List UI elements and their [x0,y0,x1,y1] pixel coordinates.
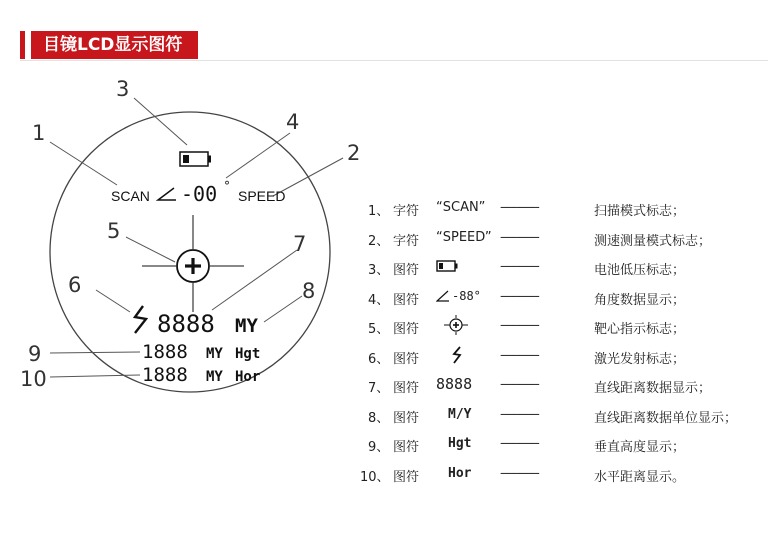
degree-symbol: ° [224,179,230,193]
legend-num: 4、 [368,292,390,308]
hor-label: Hor [235,369,261,385]
legend-num: 2、 [368,233,390,249]
speed-label: SPEED [238,188,286,204]
callout-5: 5 [107,219,121,243]
hgt-unit: MY [206,346,223,362]
laser-icon [452,346,462,368]
hgt-label: Hgt [235,346,261,362]
legend-desc: 靶心指示标志； [594,322,686,337]
distance-digits: 8888 [157,310,215,338]
legend-type: 图符 [393,322,420,337]
laser-icon [135,306,146,333]
legend-num: 10、 [360,469,390,485]
leader-1 [50,142,117,185]
legend-dashes: ------------ [500,436,539,451]
legend-num: 1、 [368,204,390,219]
legend-desc: 直线距离数据单位显示； [594,410,738,426]
legend-desc: 扫描模式标志； [594,204,686,219]
legend-type: 图符 [393,469,420,485]
legend-dashes: ------------ [500,229,539,245]
legend-desc: 直线距离数据显示； [594,381,712,396]
hor-unit: MY [206,369,223,385]
legend-num: 8、 [368,410,390,426]
legend-dashes: ------------ [500,465,539,481]
crosshair-icon [142,215,244,312]
battery-icon [180,152,211,166]
legend-type: 图符 [393,292,420,308]
distance-unit: MY [235,315,258,337]
leader-6 [96,290,130,312]
legend-dashes: ------------ [500,318,539,333]
legend-num: 3、 [368,263,390,278]
hor-value: 1888 [142,364,188,386]
crosshair-icon [444,315,468,339]
legend-type: 图符 [393,410,420,426]
legend-type: 字符 [393,204,420,219]
legend-num: 5、 [368,322,390,337]
legend-desc: 电池低压标志； [594,263,686,278]
legend-desc: 测速测量模式标志； [594,233,712,249]
legend-desc: 激光发射标志； [594,351,686,367]
legend-type: 图符 [393,440,420,455]
legend-dashes: ------------ [500,406,539,422]
callout-7: 7 [293,232,307,256]
hgt-value: 1888 [142,341,188,363]
legend-num: 7、 [368,381,390,396]
legend-type: 图符 [393,263,420,278]
legend-symbol: Hor [448,465,472,481]
leader-8 [264,296,302,322]
legend-num: 6、 [368,351,390,367]
legend-type: 图符 [393,351,420,367]
callout-6: 6 [68,273,82,297]
callout-3: 3 [116,77,130,101]
legend-dashes: ------------ [500,200,539,215]
callout-1: 1 [32,121,46,145]
angle-icon [158,188,176,200]
legend-type: 图符 [393,381,420,396]
scan-label: SCAN [111,188,150,204]
eyepiece-circle [50,112,330,392]
leader-7 [212,250,297,310]
leader-9 [50,352,140,353]
legend-symbol: “SCAN” [436,200,486,215]
legend-desc: 垂直高度显示； [594,440,686,455]
legend-dashes: ------------ [500,347,539,363]
legend-desc: 水平距离显示。 [594,469,686,485]
legend-num: 9、 [368,440,390,455]
legend-dashes: ------------ [500,288,539,304]
leader-3 [134,98,187,145]
legend-dashes: ------------ [500,377,539,392]
legend-symbol: -88° [452,288,481,303]
leader-5 [126,237,175,262]
legend-symbol: M/Y [448,406,472,422]
leader-4 [226,133,290,178]
callout-8: 8 [302,279,316,303]
angle-value: -00 [181,182,218,206]
callout-2: 2 [347,141,361,165]
battery-icon [436,259,460,277]
legend-symbol: “SPEED” [436,229,492,245]
legend-desc: 角度数据显示； [594,292,686,308]
callout-10: 10 [20,367,47,391]
legend-symbol: 8888 [436,375,473,393]
page-title: 目镜LCD显示图符 [31,31,198,59]
legend-symbol: Hgt [448,436,472,451]
angle-icon [436,289,481,303]
legend-dashes: ------------ [500,259,539,274]
callout-4: 4 [286,110,300,134]
callout-9: 9 [28,342,42,366]
legend-type: 字符 [393,233,420,249]
